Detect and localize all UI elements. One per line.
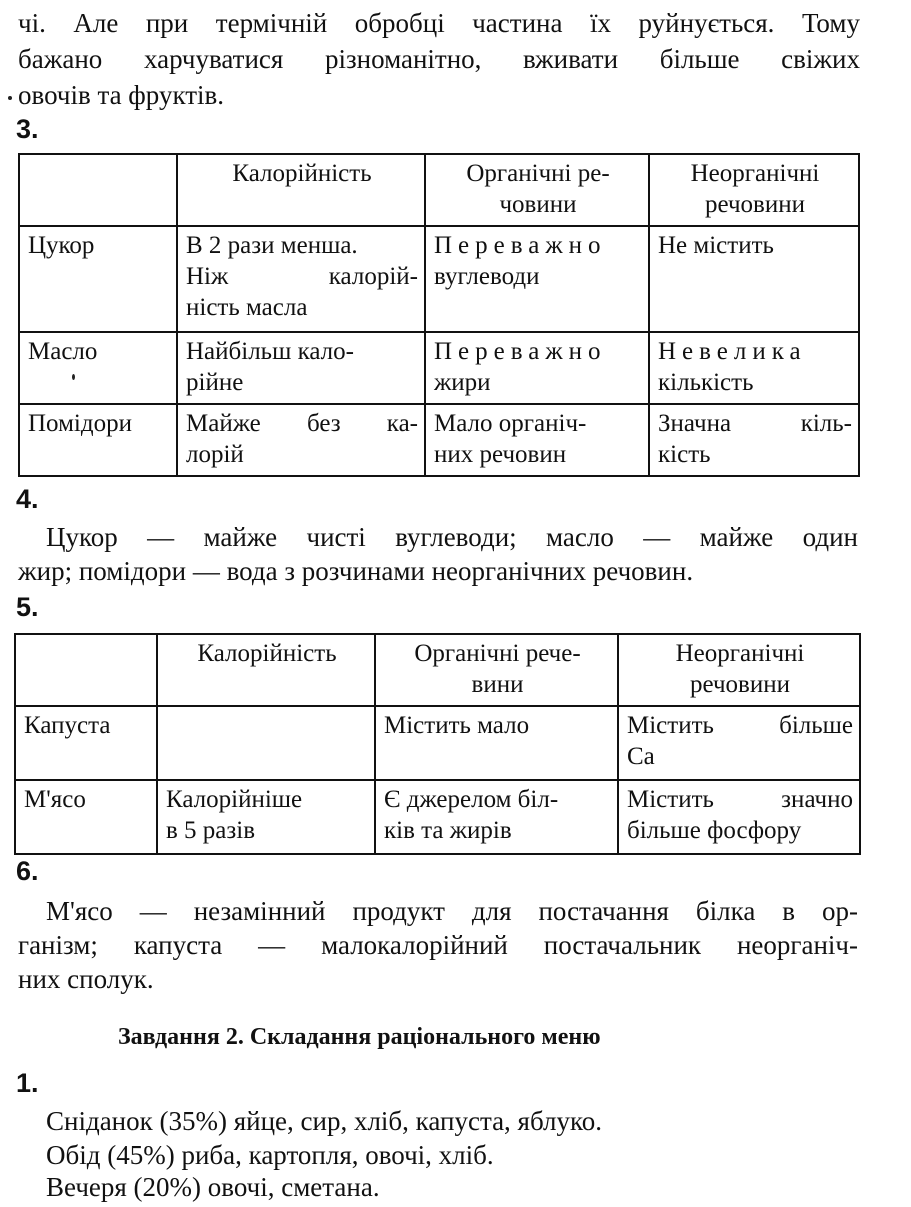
- table1-cell-organic: Мало органіч- них речовин: [425, 404, 649, 476]
- table2-cell-inorganic: Містить більше Ca: [618, 706, 860, 780]
- table-row: [19, 226, 859, 332]
- task2-heading: Завдання 2. Складання раціонального меню: [118, 1024, 601, 1050]
- table1-cell-inorganic: Значна кіль- кість: [649, 404, 859, 476]
- table1-header-calories: Калорійність: [177, 154, 425, 226]
- intro-line-1: чі. Але при термічній обробці частина їх руйнується. Тому: [18, 8, 860, 38]
- table1-corner-cell: [19, 154, 177, 226]
- table2-cell-inorganic: Містить значно більше фосфору: [618, 780, 860, 854]
- para6-line-1: М'ясо — незамінний продукт для постачання білка в ор-: [46, 896, 858, 926]
- para6-line-2: ганізм; капуста — малокалорійний постачальник неорганіч-: [18, 930, 858, 960]
- table2-cell-calories: [157, 706, 375, 780]
- table2-cell-organic: Є джерелом біл- ків та жирів: [375, 780, 618, 854]
- intro-line-3: овочів та фруктів.: [18, 80, 225, 110]
- table1-cell-calories: В 2 рази менша. Ніж калорій- ність масла: [177, 226, 425, 332]
- section-number-4: 4.: [16, 484, 39, 514]
- table1-cell-organic: Переважно жири: [425, 332, 649, 404]
- section-number-1: 1.: [16, 1068, 39, 1098]
- table1-cell-calories: Майже без ка- лорій: [177, 404, 425, 476]
- table-row: [19, 332, 859, 404]
- menu-lunch: Обід (45%) риба, картопля, овочі, хліб.: [46, 1140, 494, 1170]
- table1-row-name: Цукор: [19, 226, 177, 332]
- table1-header-inorganic: Неорганічні речовини: [649, 154, 859, 226]
- section-number-3: 3.: [16, 114, 39, 144]
- table1-cell-inorganic: Невелика кількість: [649, 332, 859, 404]
- table2-row-name: Капуста: [15, 706, 157, 780]
- nutrition-table-1: [18, 153, 860, 477]
- nutrition-table-2: [14, 633, 861, 855]
- table1-header-organic: Органічні ре- човини: [425, 154, 649, 226]
- para4-line-1: Цукор — майже чисті вуглеводи; масло — майже один: [46, 522, 858, 552]
- table1-header-row: [19, 154, 859, 226]
- table1-row-name: Масло: [19, 332, 177, 404]
- table1-cell-inorganic: Не містить: [649, 226, 859, 332]
- table2-header-calories: Калорійність: [157, 634, 375, 706]
- table-row: [19, 404, 859, 476]
- table-row: [15, 780, 860, 854]
- table1-cell-organic: Переважно вуглеводи: [425, 226, 649, 332]
- table2-row-name: М'ясо: [15, 780, 157, 854]
- table1-cell-calories: Найбільш кало- рійне: [177, 332, 425, 404]
- menu-breakfast: Сніданок (35%) яйце, сир, хліб, капуста, яблуко.: [46, 1106, 603, 1136]
- menu-dinner: Вечеря (20%) овочі, сметана.: [46, 1172, 380, 1202]
- table2-header-row: [15, 634, 860, 706]
- table2-cell-calories: Калорійніше в 5 разів: [157, 780, 375, 854]
- section-number-5: 5.: [16, 592, 39, 622]
- table-row: [15, 706, 860, 780]
- table2-cell-organic: Містить мало: [375, 706, 618, 780]
- table2-header-organic: Органічні рече- вини: [375, 634, 618, 706]
- section-number-6: 6.: [16, 856, 39, 886]
- print-speck: [72, 374, 75, 380]
- print-speck: [8, 96, 12, 100]
- table1-row-name: Помідори: [19, 404, 177, 476]
- table2-corner-cell: [15, 634, 157, 706]
- para6-line-3: них сполук.: [18, 964, 154, 994]
- para4-line-2: жир; помідори — вода з розчинами неорганічних речовин.: [18, 556, 694, 586]
- table2-header-inorganic: Неорганічні речовини: [618, 634, 860, 706]
- intro-line-2: бажано харчуватися різноманітно, вживати більше свіжих: [18, 44, 860, 74]
